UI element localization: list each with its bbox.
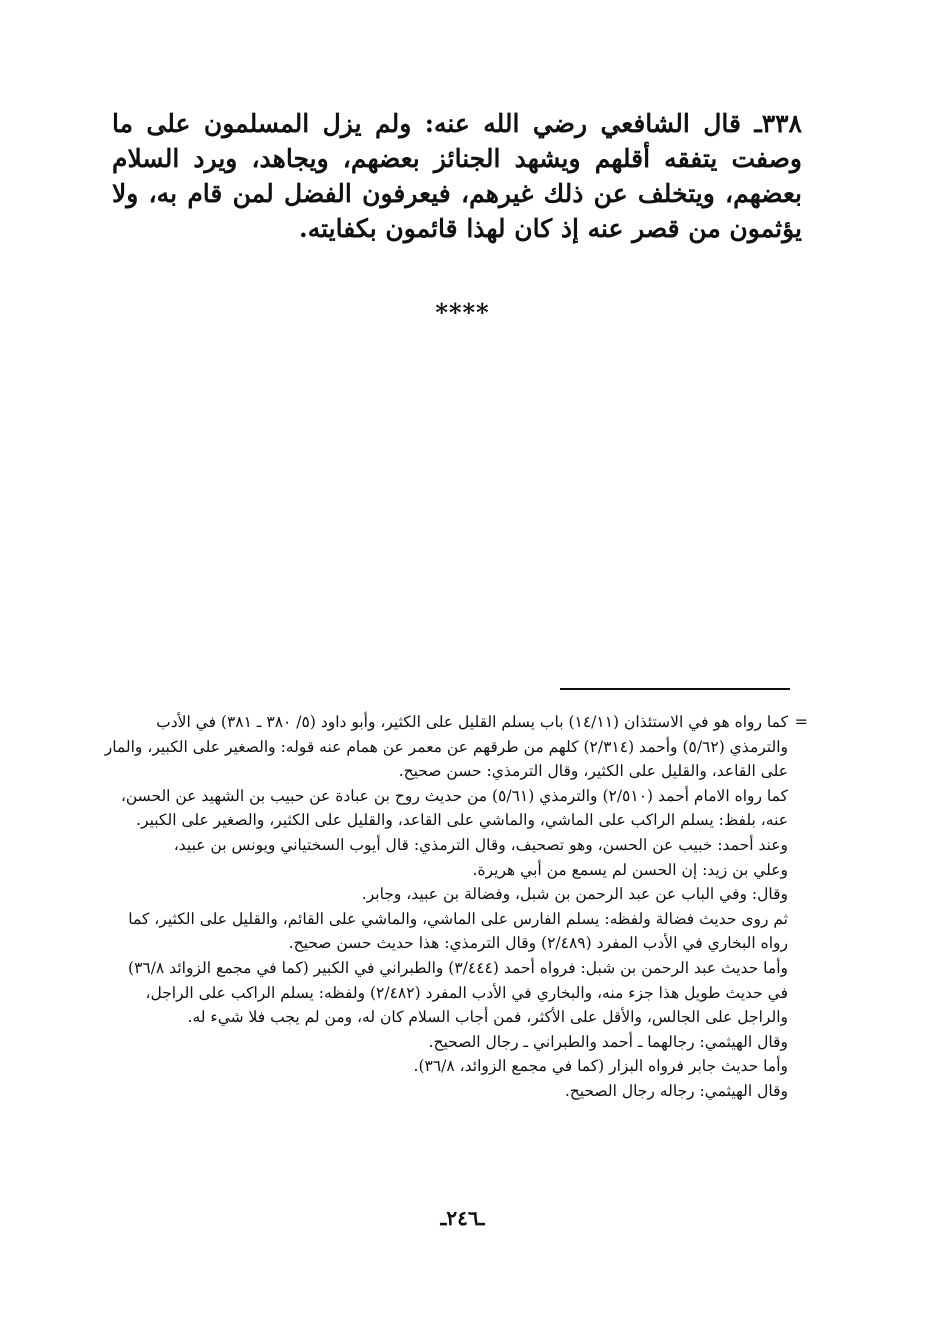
footnotes (98, 710, 808, 1104)
footnote-line: وقال الهيثمي: رجالهما ـ أحمد والطبراني ـ رجال الصحيح. (428, 1032, 788, 1051)
footnote-continuation-marker: = (794, 712, 808, 731)
page-number: ـ٢٤٦ـ (440, 1206, 485, 1230)
footnote-line: في حديث طويل هذا جزء منه، والبخاري في الأدب المفرد (٢/٤٨٢) ولفظه: يسلم الراكب على الراجل، (145, 983, 788, 1002)
main-paragraph: ٣٣٨ـ قال الشافعي رضي الله عنه: ولم يزل المسلمون على ما وصفت يتفقه أقلهم ويشهد الجنائز بعضهم، ويجاهد، ويرد السلام بعضهم، ويتخلف عن ذلك غيرهم، فيعرفون الفضل لمن قام به، ولا يؤثمون من قصر عنه إذ كان لهذا قائمون بكفايته. (112, 109, 802, 243)
section-separator: **** (435, 298, 490, 327)
footnote-line: عنه، بلفظ: يسلم الراكب على الماشي، والماشي على القاعد، والقليل على الكثير، والصغير على الكبير. (136, 811, 788, 830)
footnote-line: كما رواه الامام أحمد (٢/٥١٠) والترمذي (٥/٦١) من حديث روح بن عبادة عن حبيب بن الشهيد عن الحسن، (120, 786, 788, 805)
footnote-line: على القاعد، والقليل على الكثير، وقال الترمذي: حسن صحيح. (398, 762, 788, 781)
footnote-line: والترمذي (٥/٦٢) وأحمد (٢/٣١٤) كلهم من طرقهم عن معمر عن همام عنه قوله: والصغير على الكبير، والمار (104, 737, 788, 756)
footnote-line: والراجل على الجالس، والأقل على الأكثر، فمن أجاب السلام كان له، ومن لم يجب فلا شيء له. (187, 1008, 788, 1027)
footnote-line: وعلي بن زيد: إن الحسن لم يسمع من أبي هريرة. (472, 860, 788, 879)
footnote-line: كما رواه هو في الاستئذان (١٤/١١) باب يسلم القليل على الكثير، وأبو داود (٥/ ٣٨٠ ـ ٣٨١) في الأدب (156, 713, 788, 731)
footnote-line: وأما حديث عبد الرحمن بن شبل: فرواه أحمد (٣/٤٤٤) والطبراني في الكبير (كما في مجمع الزوائد ٣٦/٨) (128, 958, 788, 977)
footnote-line: وقال: وفي الباب عن عبد الرحمن بن شبل، وفضالة بن عبيد، وجابر. (361, 885, 788, 904)
footnote-divider (560, 688, 790, 690)
footnote-line: رواه البخاري في الأدب المفرد (٢/٤٨٩) وقال الترمذي: هذا حديث حسن صحيح. (288, 934, 788, 953)
footnote-line: وقال الهيثمي: رجاله رجال الصحيح. (564, 1081, 788, 1100)
footnote-line: ثم روى حديث فضالة ولفظه: يسلم الفارس على الماشي، والماشي على القائم، والقليل على الكثير، كما (128, 909, 788, 928)
footnote-line: وعند أحمد: خبيب عن الحسن، وهو تصحيف، وقال الترمذي: قال أيوب السختياني ويونس بن عبيد، (173, 835, 788, 854)
footnote-line: وأما حديث جابر فرواه البزار (كما في مجمع الزوائد، ٣٦/٨). (413, 1057, 788, 1076)
